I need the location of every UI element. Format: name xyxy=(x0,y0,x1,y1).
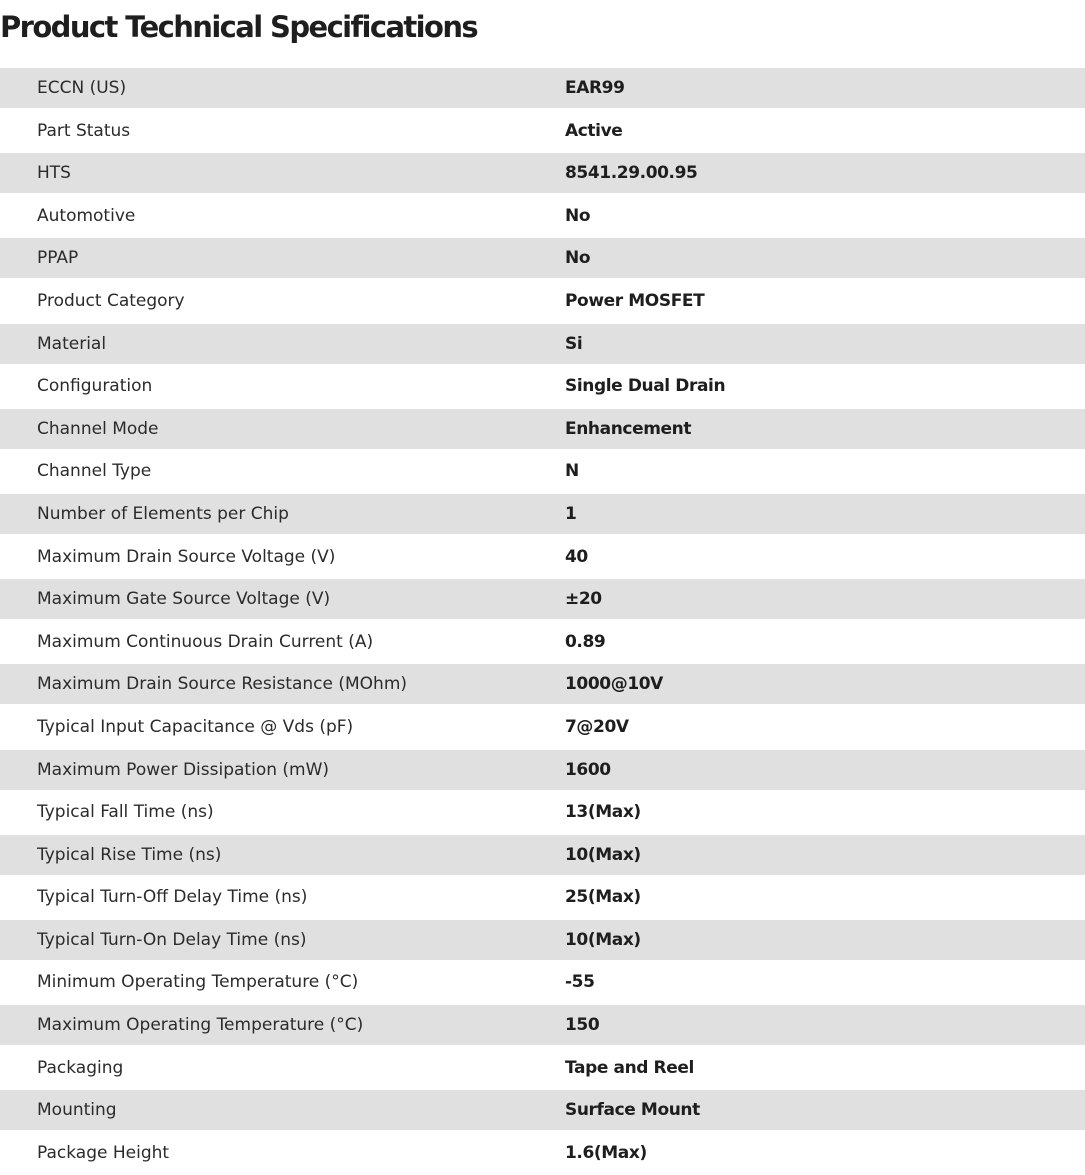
spec-value: 10(Max) xyxy=(565,844,641,865)
table-row xyxy=(0,792,1085,832)
spec-value: 7@20V xyxy=(565,716,629,737)
spec-value: No xyxy=(565,205,591,226)
table-row xyxy=(0,877,1085,917)
table-row xyxy=(0,68,1085,108)
spec-label: Number of Elements per Chip xyxy=(37,503,289,524)
spec-value: N xyxy=(565,461,579,482)
table-row xyxy=(0,196,1085,236)
spec-label: Mounting xyxy=(37,1100,117,1121)
spec-value: 0.89 xyxy=(565,631,606,652)
spec-value: 150 xyxy=(565,1015,600,1036)
spec-label: Channel Mode xyxy=(37,418,159,439)
spec-value: Power MOSFET xyxy=(565,290,705,311)
table-row xyxy=(0,537,1085,577)
spec-label: Typical Fall Time (ns) xyxy=(37,802,214,823)
spec-value: 13(Max) xyxy=(565,802,641,823)
table-row xyxy=(0,324,1085,364)
spec-value: 40 xyxy=(565,546,588,567)
spec-label: Part Status xyxy=(37,120,131,141)
spec-value: -55 xyxy=(565,972,595,993)
table-row xyxy=(0,366,1085,406)
spec-label: Minimum Operating Temperature (°C) xyxy=(37,972,359,993)
spec-label: Typical Turn-On Delay Time (ns) xyxy=(37,929,307,950)
spec-value: 1 xyxy=(565,503,577,524)
spec-label: Automotive xyxy=(37,205,136,226)
table-row xyxy=(0,1048,1085,1088)
spec-value: No xyxy=(565,248,591,269)
spec-value: Surface Mount xyxy=(565,1100,700,1121)
spec-value: 1.6(Max) xyxy=(565,1142,647,1163)
spec-label: ECCN (US) xyxy=(37,78,127,98)
spec-label: Maximum Power Dissipation (mW) xyxy=(37,759,330,780)
page-title: Product Technical Specifications xyxy=(0,10,478,44)
table-row xyxy=(0,664,1085,704)
spec-value: Single Dual Drain xyxy=(565,376,726,397)
spec-label: Packaging xyxy=(37,1057,124,1078)
table-row xyxy=(0,920,1085,960)
spec-label: Configuration xyxy=(37,376,153,397)
spec-value: Si xyxy=(565,333,583,354)
table-row xyxy=(0,281,1085,321)
spec-table xyxy=(0,68,1085,1175)
spec-label: Maximum Operating Temperature (°C) xyxy=(37,1015,364,1036)
spec-value: 1600 xyxy=(565,759,611,780)
table-row xyxy=(0,111,1085,151)
table-row xyxy=(0,409,1085,449)
table-row xyxy=(0,1005,1085,1045)
table-row xyxy=(0,622,1085,662)
spec-label: Maximum Drain Source Voltage (V) xyxy=(37,546,336,567)
table-row xyxy=(0,579,1085,619)
table-row xyxy=(0,451,1085,491)
spec-value: EAR99 xyxy=(565,78,625,98)
spec-label: Typical Turn-Off Delay Time (ns) xyxy=(37,887,308,908)
spec-label: Material xyxy=(37,333,107,354)
spec-label: Maximum Gate Source Voltage (V) xyxy=(37,589,331,610)
spec-label: HTS xyxy=(37,163,71,184)
table-row xyxy=(0,153,1085,193)
table-row xyxy=(0,238,1085,278)
table-row xyxy=(0,962,1085,1002)
spec-label: Package Height xyxy=(37,1142,170,1163)
spec-value: 25(Max) xyxy=(565,887,641,908)
spec-label: Maximum Continuous Drain Current (A) xyxy=(37,631,374,652)
spec-value: Active xyxy=(565,120,623,141)
table-row xyxy=(0,494,1085,534)
spec-label: PPAP xyxy=(37,248,79,269)
spec-value: ±20 xyxy=(565,589,602,610)
spec-value: 10(Max) xyxy=(565,929,641,950)
spec-label: Maximum Drain Source Resistance (MOhm) xyxy=(37,674,408,695)
spec-label: Typical Rise Time (ns) xyxy=(37,844,222,865)
table-row xyxy=(0,1133,1085,1173)
spec-label: Typical Input Capacitance @ Vds (pF) xyxy=(37,716,354,737)
table-row xyxy=(0,835,1085,875)
table-row xyxy=(0,750,1085,790)
spec-value: Tape and Reel xyxy=(565,1057,694,1078)
spec-label: Product Category xyxy=(37,290,185,311)
spec-value: Enhancement xyxy=(565,418,692,439)
spec-value: 8541.29.00.95 xyxy=(565,163,698,184)
table-row xyxy=(0,1090,1085,1130)
table-row xyxy=(0,707,1085,747)
spec-label: Channel Type xyxy=(37,461,152,482)
spec-value: 1000@10V xyxy=(565,674,663,695)
